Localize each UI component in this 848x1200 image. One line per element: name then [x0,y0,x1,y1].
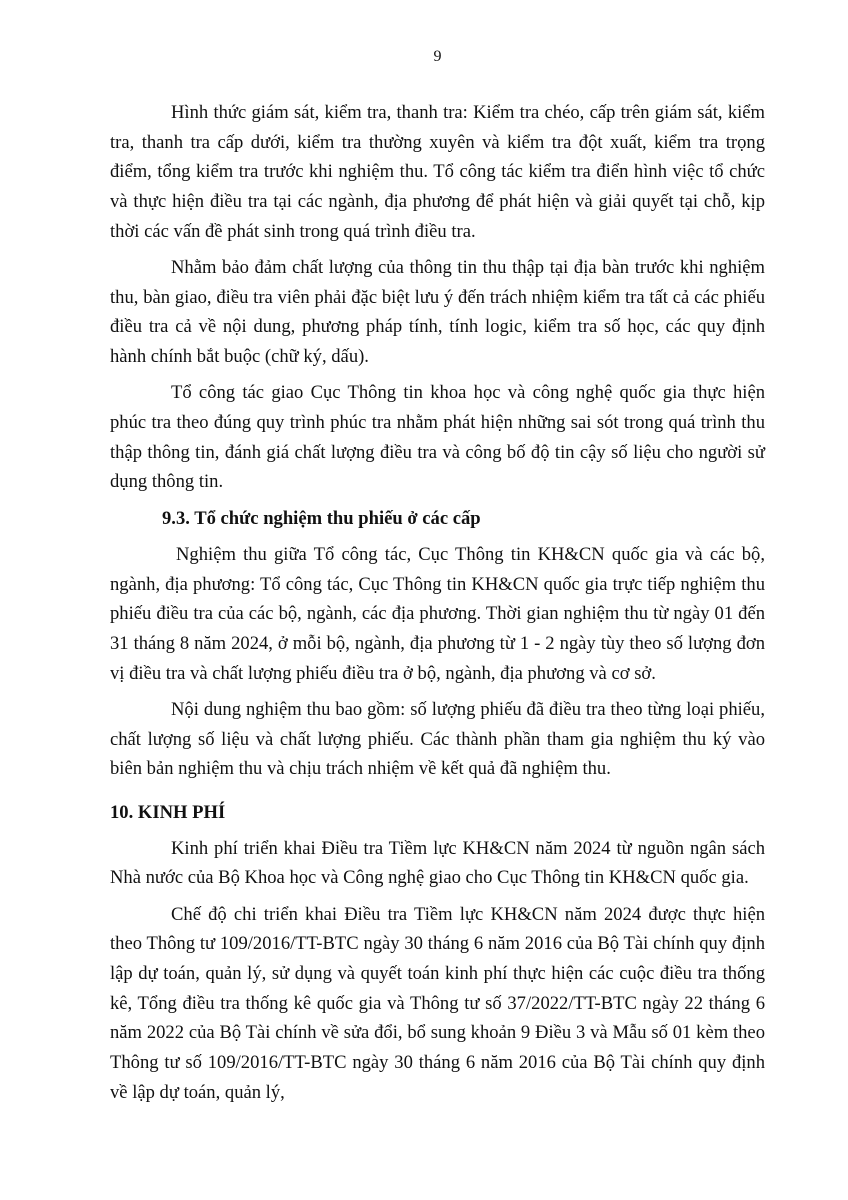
heading-section-9-3: 9.3. Tổ chức nghiệm thu phiếu ở các cấp [162,507,481,529]
paragraph-recheck: Tổ công tác giao Cục Thông tin khoa học và công nghệ quốc gia thực hiện phúc tra theo đúng quy trình phúc tra nhằm phát hiện những sai sót trong quá trình thu thập thông tin, đánh giá chất lượng điều tra và công bố độ tin cậy số liệu cho người sử dụng thông tin. [110,382,765,493]
page-content [110,98,765,1114]
paragraph-acceptance-between-levels: Nghiệm thu giữa Tổ công tác, Cục Thông tin KH&CN quốc gia và các bộ, ngành, địa phương: Tổ công tác, Cục Thông tin KH&CN quốc gia trực tiếp nghiệm thu phiếu điều tra của các bộ, ngành, các địa phương. Thời gian nghiệm thu từ ngày 01 đến 31 tháng 8 năm 2024, ở mỗi bộ, ngành, địa phương từ 1 - 2 ngày tùy theo số lượng đơn vị điều tra và chất lượng phiếu điều tra ở bộ, ngành, địa phương và cơ sở. [110,543,765,684]
paragraph-funding-source: Kinh phí triển khai Điều tra Tiềm lực KH&CN năm 2024 từ nguồn ngân sách Nhà nước của Bộ Khoa học và Công nghệ giao cho Cục Thông tin KH&CN quốc gia. [110,837,765,889]
paragraph-quality-assurance: Nhằm bảo đảm chất lượng của thông tin thu thập tại địa bàn trước khi nghiệm thu, bàn giao, điều tra viên phải đặc biệt lưu ý đến trách nhiệm kiểm tra tất cả các phiếu điều tra cả về nội dung, phương pháp tính, tính logic, kiểm tra số học, các quy định hành chính bắt buộc (chữ ký, dấu). [110,257,765,368]
page-number: 9 [433,48,442,65]
heading-section-10: 10. KINH PHÍ [110,801,226,823]
paragraph-supervision-forms: Hình thức giám sát, kiểm tra, thanh tra: Kiểm tra chéo, cấp trên giám sát, kiểm tra, thanh tra cấp dưới, kiểm tra thường xuyên và kiểm tra đột xuất, kiểm tra trọng điểm, tổng kiểm tra trước khi nghiệm thu. Tổ công tác kiểm tra điển hình việc tổ chức và thực hiện điều tra tại các ngành, địa phương để phát hiện và giải quyết tại chỗ, kịp thời các vấn đề phát sinh trong quá trình điều tra. [110,102,765,242]
paragraph-acceptance-content: Nội dung nghiệm thu bao gồm: số lượng phiếu đã điều tra theo từng loại phiếu, chất lượng số liệu và chất lượng phiếu. Các thành phần tham gia nghiệm thu ký vào biên bản nghiệm thu và chịu trách nhiệm về kết quả đã nghiệm thu. [110,698,765,780]
paragraph-spending-regime: Chế độ chi triển khai Điều tra Tiềm lực KH&CN năm 2024 được thực hiện theo Thông tư 109/2016/TT-BTC ngày 30 tháng 6 năm 2016 của Bộ Tài chính quy định lập dự toán, quản lý, sử dụng và quyết toán kinh phí thực hiện các cuộc điều tra thống kê, Tổng điều tra thống kê quốc gia và Thông tư số 37/2022/TT-BTC ngày 22 tháng 6 năm 2022 của Bộ Tài chính về sửa đổi, bổ sung khoản 9 Điều 3 và Mẫu số 01 kèm theo Thông tư số 109/2016/TT-BTC ngày 30 tháng 6 năm 2016 của Bộ Tài chính quy định về lập dự toán, quản lý, [110,903,765,1103]
